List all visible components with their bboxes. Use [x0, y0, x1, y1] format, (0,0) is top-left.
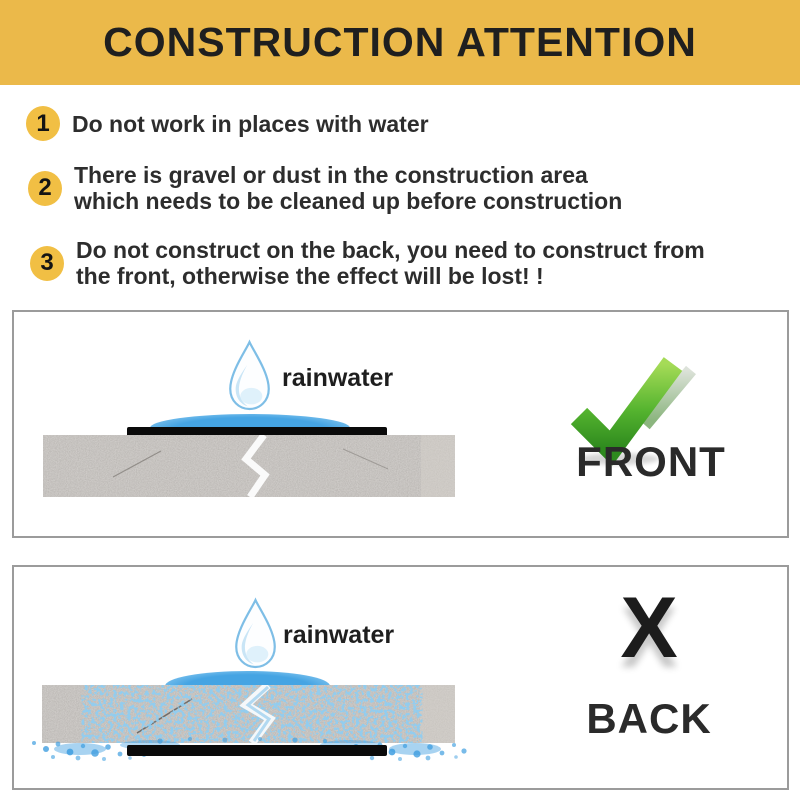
concrete-slab-front	[43, 435, 455, 497]
back-panel	[12, 565, 789, 790]
black-x-mark: X	[620, 580, 678, 676]
front-label: FRONT	[576, 438, 726, 485]
instruction-item-1	[26, 106, 429, 141]
header-banner	[0, 0, 800, 85]
back-label: BACK	[586, 695, 712, 742]
instruction-3-text	[76, 237, 705, 289]
instruction-item-2	[28, 162, 622, 214]
step-3-badge: 3	[30, 246, 64, 281]
water-puddle	[150, 414, 350, 428]
step-1-badge: 1	[26, 106, 60, 141]
instruction-1-line-1: Do not work in places with water	[72, 110, 429, 137]
instruction-item-3	[30, 237, 705, 289]
rainwater-label-front: rainwater	[282, 364, 394, 392]
instruction-3-line-2: the front, otherwise the effect will be lost! !	[76, 263, 544, 289]
instruction-1-text	[72, 111, 429, 137]
raindrop-icon	[228, 595, 283, 673]
water-puddle	[165, 671, 330, 686]
sealing-tape-bottom	[127, 745, 387, 756]
instruction-2-line-2: which needs to be cleaned up before construction	[74, 188, 623, 214]
rainwater-label-back: rainwater	[283, 621, 395, 649]
instruction-3-line-1: Do not construct on the back, you need to construct from	[76, 237, 705, 263]
page-title: CONSTRUCTION ATTENTION	[103, 19, 697, 65]
raindrop-icon	[222, 337, 277, 415]
instruction-2-line-1: There is gravel or dust in the construction area	[74, 162, 588, 188]
step-2-badge: 2	[28, 171, 62, 206]
instruction-2-text	[74, 162, 622, 214]
front-panel	[12, 310, 789, 538]
